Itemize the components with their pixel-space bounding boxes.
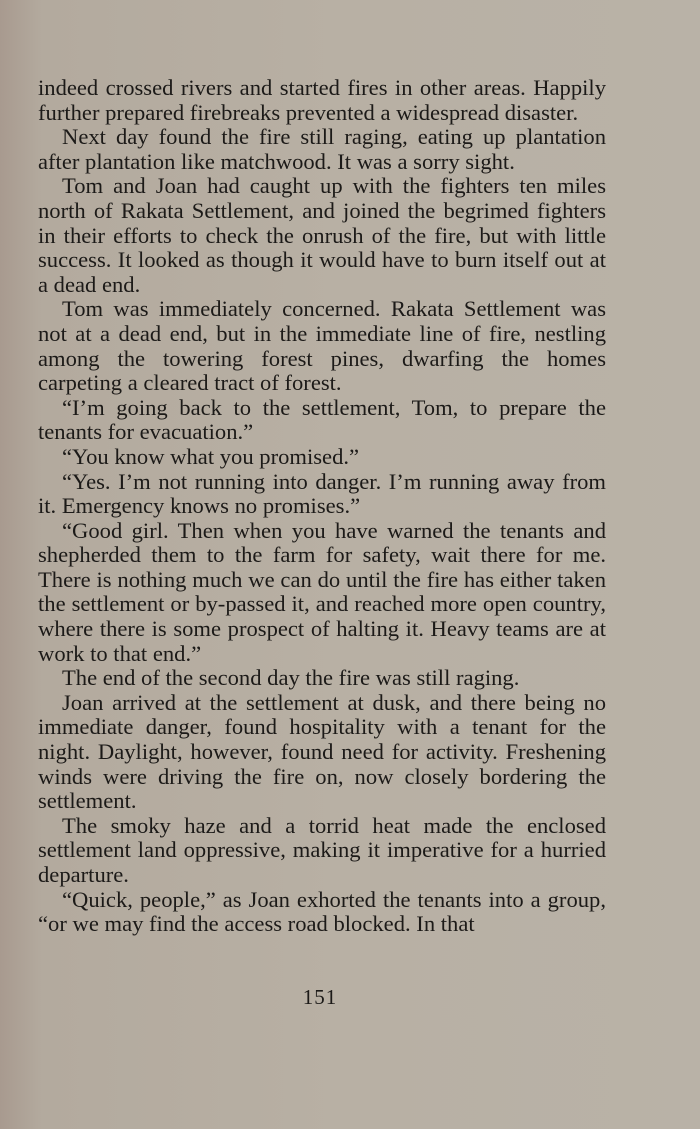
paragraph: indeed crossed rivers and started fires in other areas. Happily further prepared firebreaks prevented a widespread disaster. xyxy=(38,75,606,125)
page-number: 151 xyxy=(302,985,338,1009)
paragraph: Next day found the fire still raging, eating up plantation after plantation like matchwood. It was a sorry sight. xyxy=(38,124,606,174)
paragraph: The smoky haze and a torrid heat made the enclosed settlement land oppressive, making it imperative for a hurried departure. xyxy=(38,812,606,887)
paragraph: “You know what you promised.” xyxy=(62,443,360,469)
paragraph: “Yes. I’m not running into danger. I’m running away from it. Emergency knows no promises.” xyxy=(38,468,606,519)
body-text xyxy=(38,76,606,937)
paragraph: “I’m going back to the settlement, Tom, to prepare the tenants for evacuation.” xyxy=(38,394,606,445)
paragraph: “Good girl. Then when you have warned the tenants and shepherded them to the farm for safety, wait there for me. There is nothing much we can do until the fire has either taken the settlement or by-passed it, and reached more open country, where there is some prospect of halting it. Heavy teams are at work to that end.” xyxy=(38,517,606,666)
paragraph: Joan arrived at the settlement at dusk, and there being no immediate danger, found hospitality with a tenant for the night. Daylight, however, found need for activity. Freshening winds were driving the fire on, now closely bordering the settlement. xyxy=(38,689,606,814)
paragraph: Tom was immediately concerned. Rakata Settlement was not at a dead end, but in the immediate line of fire, nestling among the towering forest pines, dwarfing the homes carpeting a cleared tract of forest. xyxy=(38,296,606,396)
paragraph: The end of the second day the fire was still raging. xyxy=(62,665,520,691)
paragraph: Tom and Joan had caught up with the fighters ten miles north of Rakata Settlement, and joined the begrimed fighters in their efforts to check the onrush of the fire, but with little success. It looked as though it would have to burn itself out at a dead end. xyxy=(38,173,606,297)
paragraph: “Quick, people,” as Joan exhorted the tenants into a group, “or we may find the access road blocked. In that xyxy=(38,886,606,937)
